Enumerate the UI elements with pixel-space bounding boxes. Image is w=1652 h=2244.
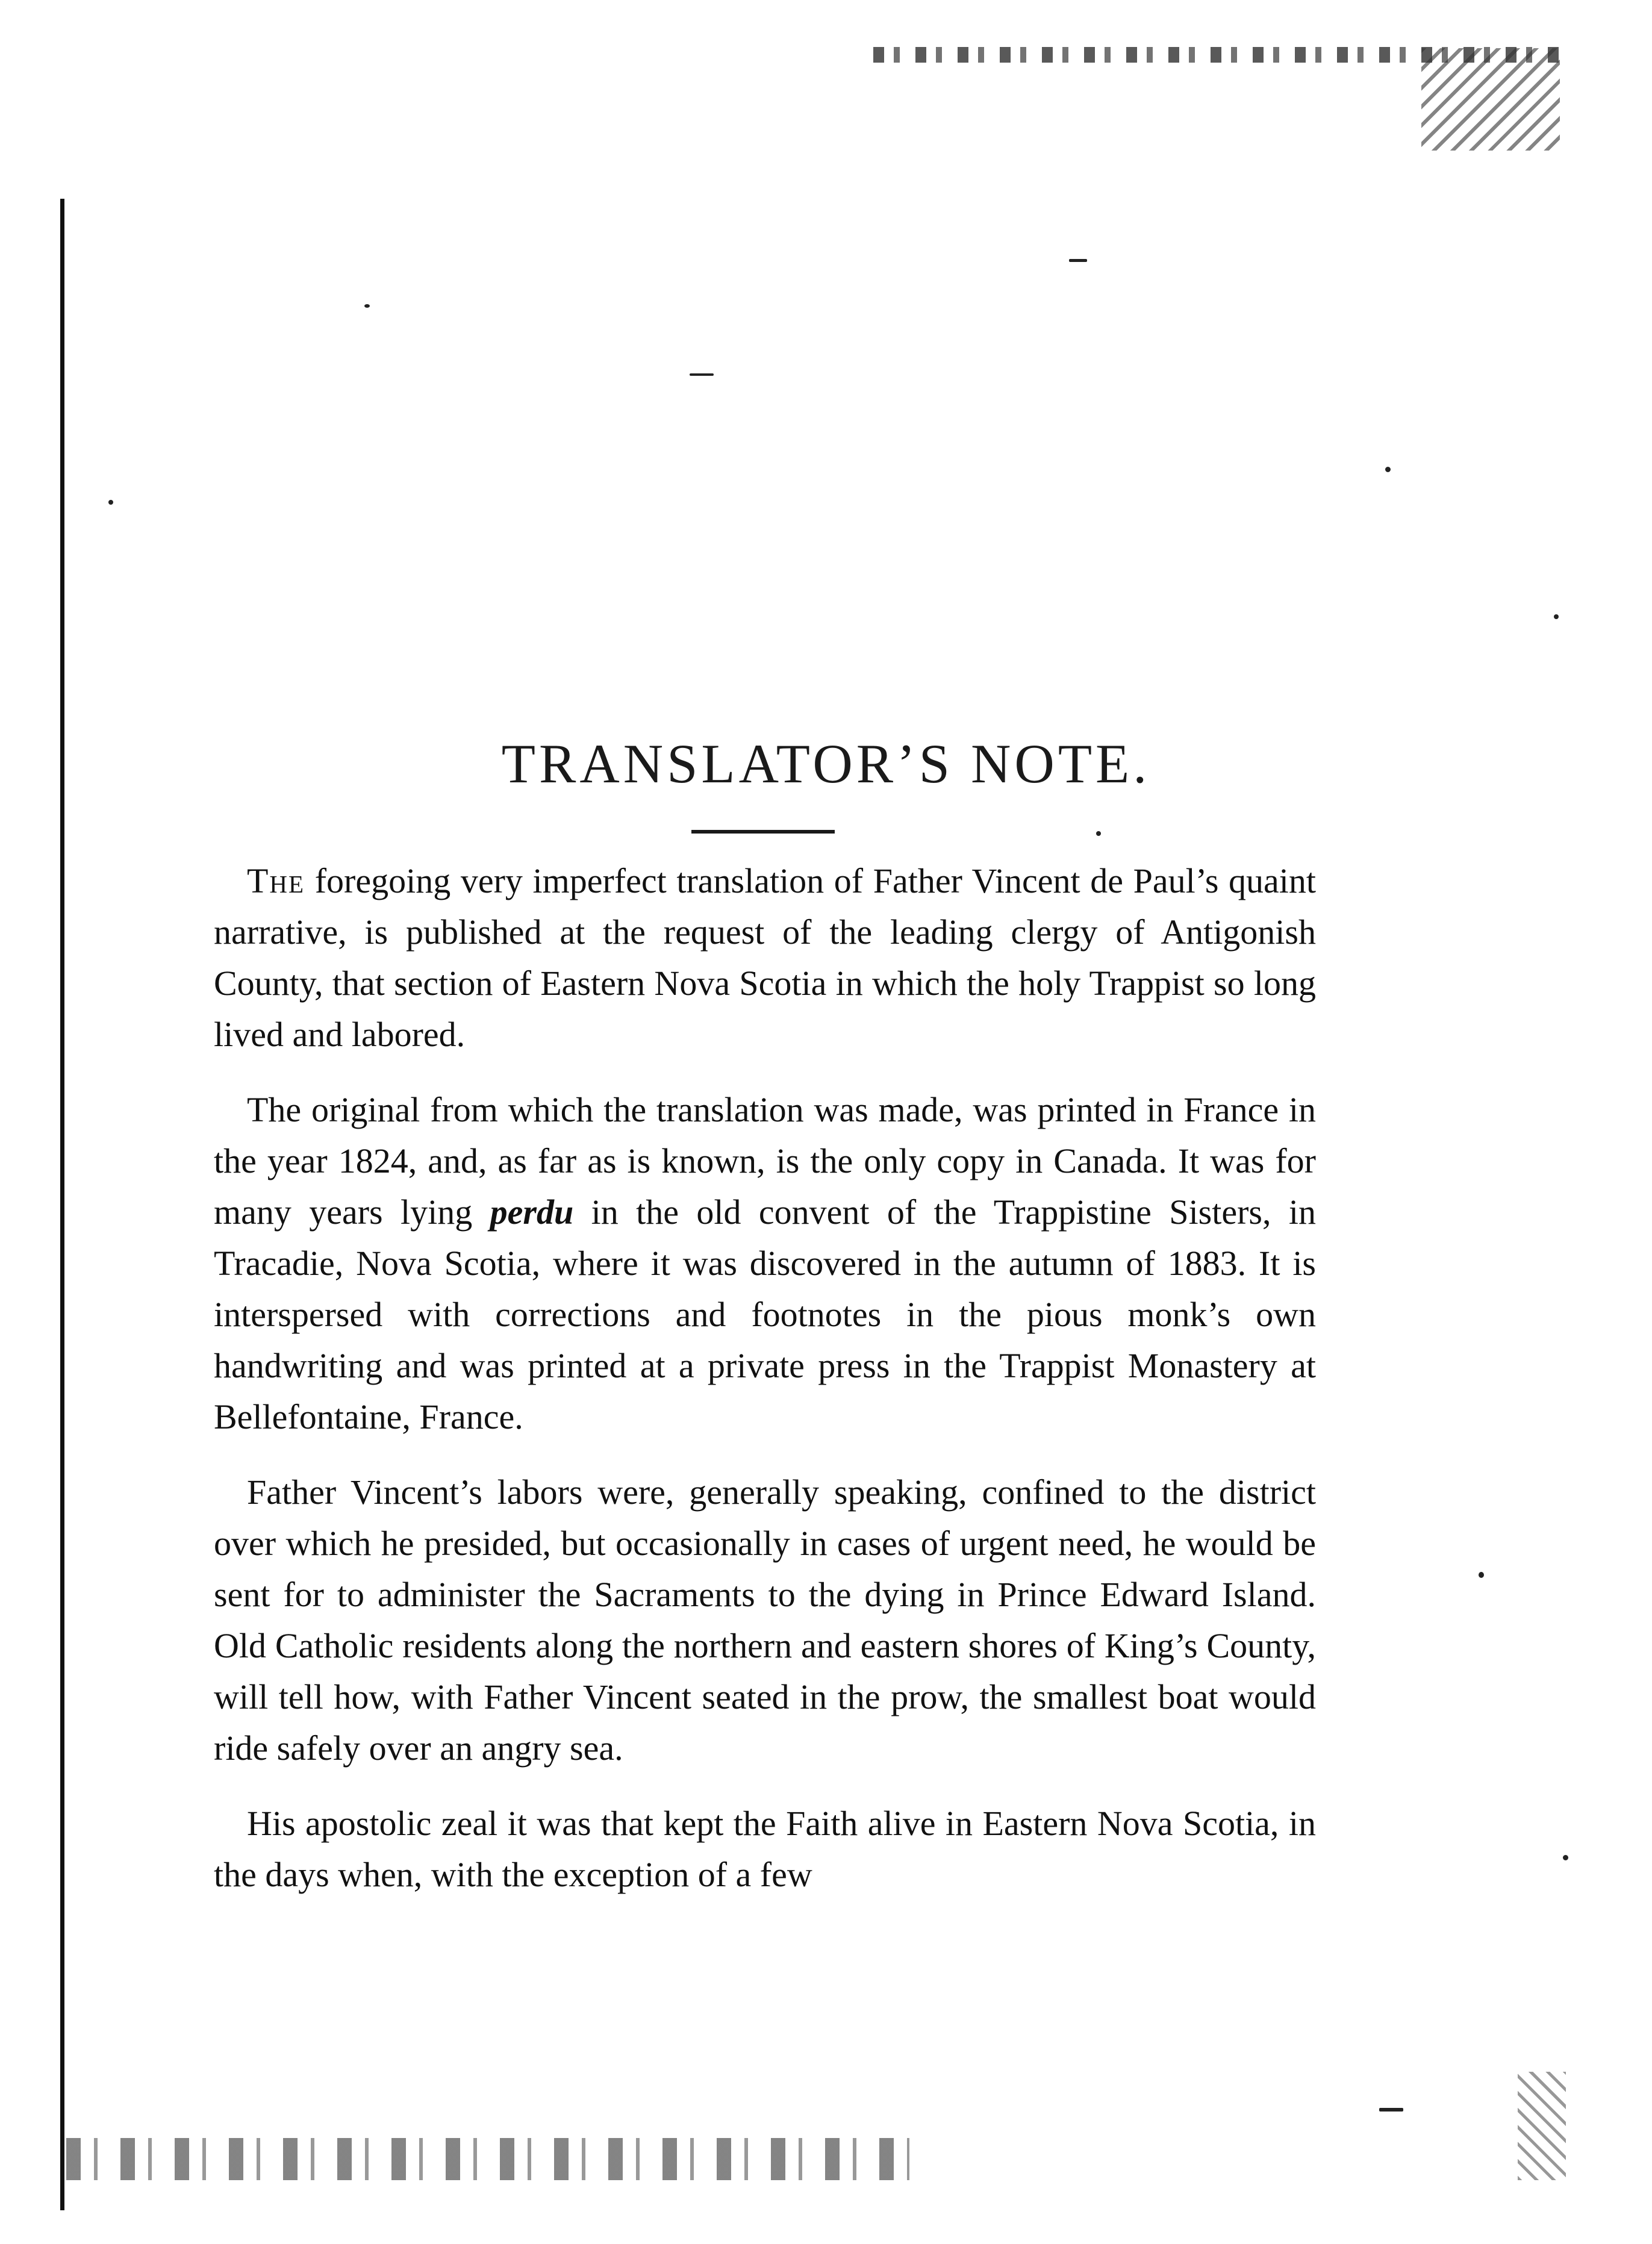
scan-speck (108, 500, 113, 505)
scan-speck (364, 304, 370, 308)
page-edge-rule (60, 199, 64, 2210)
scan-speck (1069, 259, 1087, 262)
paragraph-lead-word: The (247, 861, 305, 900)
paragraph-3: Father Vincent’s labors were, generally speaking, confined to the district over which he presided, but occasionally in cases of urgent need, he would be sent for to administer the Sacraments to the dying in Prince Edward Island. Old Catholic residents along the northern and eastern shores of King’s County, will tell how, with Father Vincent seated in the prow, the smallest boat would ride safely over an angry sea. (214, 1473, 1316, 1768)
scan-smudge-corner (1421, 48, 1560, 151)
paragraph-4: His apostolic zeal it was that kept the Faith alive in Eastern Nova Scotia, in the days when, with the exception of a few (214, 1804, 1316, 1894)
scan-speck (690, 373, 714, 376)
paragraph-2-text-start: The original from which the translation was made, was printed in France in the year 1824, and, as far as is known, is the only copy in Canada. It was for many years lying (214, 1090, 1316, 1232)
scan-speck (1385, 467, 1391, 472)
paragraph-2-text-end: in the old convent of the Trappistine Sisters, in Tracadie, Nova Scotia, where it was discovered in the autumn of 1883. It is interspersed with corrections and footnotes in the pious monk’s own handwriting and was printed at a private press in the Trappist Monastery at Bellefontaine, France. (214, 1192, 1316, 1436)
paragraph-1-text: foregoing very imperfect translation of Father Vincent de Paul’s quaint narrative, is published at the request of the leading clergy of Antigonish County, that section of Eastern Nova Scotia in which the holy Trappist so long lived and labored. (214, 861, 1316, 1054)
page-title: TRANSLATOR’S NOTE. (501, 733, 1151, 794)
scan-speck (1554, 614, 1559, 619)
paragraph-1 (214, 855, 1316, 1060)
scan-speck (1379, 2108, 1403, 2112)
scan-smudge-bottom (66, 2138, 909, 2180)
note-body (214, 855, 1316, 1900)
scan-smudge-corner-bottom (1518, 2072, 1566, 2180)
scan-speck (1096, 831, 1101, 836)
paragraph-2 (214, 1084, 1316, 1442)
scan-speck (1479, 1572, 1484, 1578)
title-underline (691, 830, 835, 834)
scan-speck (1563, 1855, 1568, 1860)
foreign-word: perdu (490, 1192, 574, 1232)
